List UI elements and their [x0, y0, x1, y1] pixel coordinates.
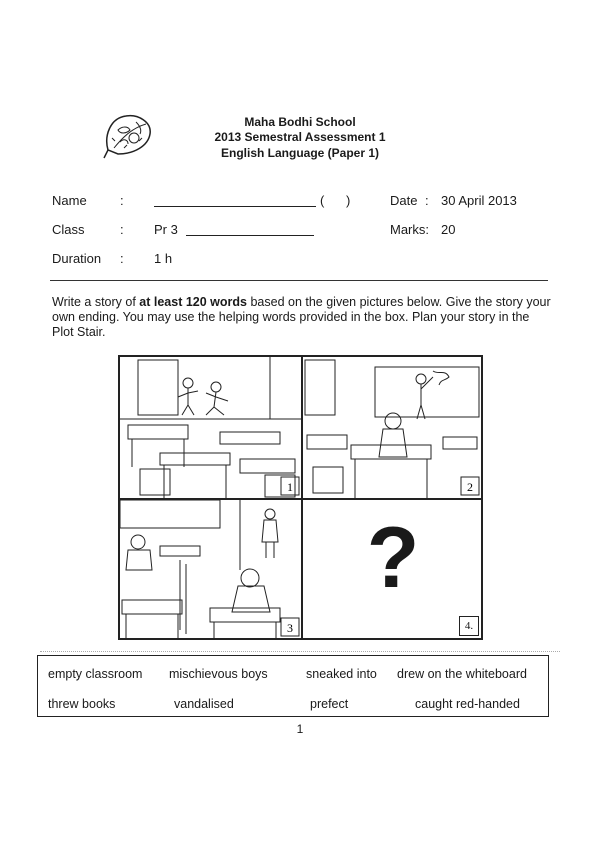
- helping-words-box: [37, 655, 549, 717]
- school-name: Maha Bodhi School: [244, 115, 356, 129]
- class-field[interactable]: [186, 234, 314, 236]
- panel-3-number: 3: [287, 621, 293, 635]
- helping-word: empty classroom: [48, 667, 143, 681]
- panel-1-drawing: [120, 357, 301, 498]
- divider: [50, 280, 548, 281]
- marks-value: 20: [441, 222, 456, 237]
- panel-3-drawing: [120, 500, 301, 638]
- question-mark: ?: [366, 510, 420, 606]
- helping-word: mischievous boys: [169, 667, 268, 681]
- panel-1: [120, 357, 303, 500]
- instructions-bold: at least 120 words: [139, 295, 247, 309]
- duration-colon: :: [120, 251, 124, 266]
- date-label: Date: [390, 193, 418, 208]
- name-label: Name: [52, 193, 87, 208]
- page-number: 1: [296, 722, 304, 736]
- duration-value: 1 h: [154, 251, 173, 266]
- helping-word: sneaked into: [306, 667, 377, 681]
- helping-word: drew on the whiteboard: [397, 667, 527, 681]
- helping-word: vandalised: [174, 697, 234, 711]
- assessment-title: 2013 Semestral Assessment 1: [214, 130, 386, 144]
- instructions-part1: Write a story of: [52, 295, 140, 309]
- panel-2: [303, 357, 481, 500]
- dotted-guide: [40, 651, 560, 652]
- instructions-part2: based on the given pictures below. Give the story your own ending. You may use the helping words provided in the box. Plan your story in the Plot Stair.: [52, 295, 551, 339]
- name-index-bracket: ( ): [320, 193, 351, 208]
- date-value: 30 April 2013: [441, 193, 517, 208]
- name-colon: :: [120, 193, 124, 208]
- instructions: [52, 295, 552, 340]
- marks-label: Marks:: [390, 222, 429, 237]
- helping-word: prefect: [310, 697, 349, 711]
- helping-word: caught red-handed: [415, 697, 520, 711]
- subject-title: English Language (Paper 1): [220, 146, 380, 160]
- class-label: Class: [52, 222, 85, 237]
- helping-word: threw books: [48, 697, 116, 711]
- panel-3: [120, 500, 303, 638]
- duration-label: Duration: [52, 251, 102, 266]
- class-colon: :: [120, 222, 124, 237]
- panel-1-number: 1: [287, 480, 293, 494]
- panel-4: [303, 500, 481, 638]
- class-value: Pr 3: [154, 222, 178, 237]
- panel-2-drawing: [303, 357, 481, 498]
- picture-panels: [118, 355, 483, 640]
- panel-4-number: 4.: [459, 616, 479, 636]
- name-field[interactable]: [154, 205, 316, 207]
- date-colon: :: [425, 193, 429, 208]
- school-logo: [100, 108, 156, 164]
- panel-2-number: 2: [467, 480, 473, 494]
